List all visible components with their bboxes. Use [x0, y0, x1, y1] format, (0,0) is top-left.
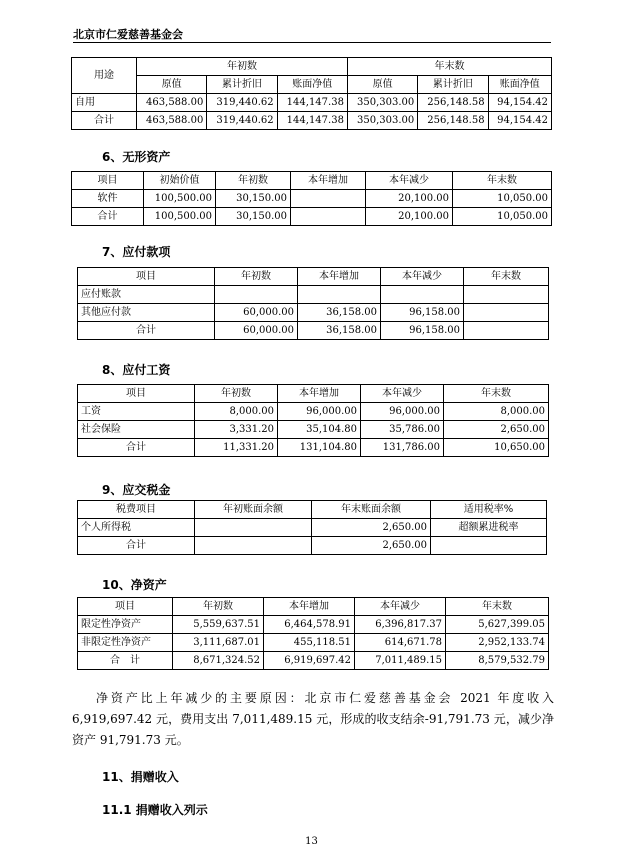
cell: 131,786.00 [361, 439, 444, 457]
cell: 256,148.58 [418, 94, 488, 112]
section-title-intangible: 6、无形资产 [102, 150, 171, 164]
payables-table [77, 267, 549, 340]
cell [464, 286, 549, 304]
cell: 96,000.00 [278, 403, 361, 421]
sub-header: 原值 [137, 76, 207, 94]
cell: 2,650.00 [312, 519, 431, 537]
cell [431, 537, 547, 555]
col-header: 本年增加 [298, 268, 381, 286]
row-label: 限定性净资产 [78, 616, 173, 634]
group-begin-header: 年初数 [137, 58, 348, 76]
cell: 20,100.00 [366, 208, 453, 226]
group-end-header: 年末数 [347, 58, 551, 76]
cell: 11,331.20 [195, 439, 278, 457]
cell: 10,650.00 [444, 439, 549, 457]
col-use-header: 用途 [72, 58, 137, 94]
table-row [72, 208, 552, 226]
sub-header: 累计折旧 [418, 76, 488, 94]
col-header: 适用税率% [431, 501, 547, 519]
cell: 60,000.00 [215, 322, 298, 340]
header-rule [73, 42, 551, 43]
cell: 7,011,489.15 [355, 652, 446, 670]
col-header: 税费项目 [78, 501, 195, 519]
table-row [72, 112, 552, 130]
row-label: 自用 [72, 94, 137, 112]
cell: 30,150.00 [216, 208, 291, 226]
net-assets-table [77, 597, 549, 670]
taxes-table [77, 500, 547, 555]
col-header: 年末账面余额 [312, 501, 431, 519]
table-row [72, 190, 552, 208]
cell: 256,148.58 [418, 112, 488, 130]
section-title-taxes: 9、应交税金 [102, 483, 171, 497]
cell: 96,158.00 [381, 304, 464, 322]
cell: 30,150.00 [216, 190, 291, 208]
row-label: 合计 [78, 322, 215, 340]
cell: 94,154.42 [488, 94, 551, 112]
col-header: 本年增加 [291, 172, 366, 190]
table-row [78, 537, 547, 555]
cell [215, 286, 298, 304]
row-label: 合计 [78, 439, 195, 457]
cell: 10,050.00 [453, 208, 552, 226]
row-label: 合计 [78, 537, 195, 555]
col-header: 本年减少 [355, 598, 446, 616]
col-header: 年末数 [464, 268, 549, 286]
cell [291, 208, 366, 226]
cell: 20,100.00 [366, 190, 453, 208]
cell: 35,786.00 [361, 421, 444, 439]
cell: 3,111,687.01 [173, 634, 264, 652]
cell: 455,118.51 [264, 634, 355, 652]
intangible-table [71, 171, 552, 226]
cell: 350,303.00 [347, 94, 417, 112]
row-label: 非限定性净资产 [78, 634, 173, 652]
cell: 8,671,324.52 [173, 652, 264, 670]
cell [464, 304, 549, 322]
cell: 94,154.42 [488, 112, 551, 130]
cell: 6,464,578.91 [264, 616, 355, 634]
cell: 463,588.00 [137, 94, 207, 112]
table-row [78, 304, 549, 322]
table-row [78, 322, 549, 340]
table-row [78, 403, 549, 421]
col-header: 项目 [78, 598, 173, 616]
cell: 36,158.00 [298, 304, 381, 322]
col-header: 年初数 [216, 172, 291, 190]
cell: 5,559,637.51 [173, 616, 264, 634]
col-header: 年初数 [215, 268, 298, 286]
row-label: 合 计 [78, 652, 173, 670]
cell [195, 537, 312, 555]
col-header: 本年减少 [381, 268, 464, 286]
sub-header: 累计折旧 [207, 76, 277, 94]
cell: 8,579,532.79 [446, 652, 549, 670]
section-title-donations: 11、捐赠收入 [102, 770, 179, 784]
table-row [78, 519, 547, 537]
row-label: 合计 [72, 208, 144, 226]
cell: 144,147.38 [277, 112, 347, 130]
cell: 96,000.00 [361, 403, 444, 421]
table-row [78, 616, 549, 634]
row-label: 个人所得税 [78, 519, 195, 537]
cell: 463,588.00 [137, 112, 207, 130]
table-row [78, 286, 549, 304]
row-label: 社会保险 [78, 421, 195, 439]
section-title-donations-list: 11.1 捐赠收入列示 [102, 803, 208, 817]
cell: 100,500.00 [144, 190, 216, 208]
table-row [78, 652, 549, 670]
cell: 36,158.00 [298, 322, 381, 340]
cell: 614,671.78 [355, 634, 446, 652]
row-label: 其他应付款 [78, 304, 215, 322]
col-header: 年初账面余额 [195, 501, 312, 519]
table-row [78, 421, 549, 439]
cell: 319,440.62 [207, 94, 277, 112]
row-label: 工资 [78, 403, 195, 421]
cell: 100,500.00 [144, 208, 216, 226]
cell [195, 519, 312, 537]
row-label: 合计 [72, 112, 137, 130]
row-label: 应付账款 [78, 286, 215, 304]
col-header: 项目 [78, 268, 215, 286]
col-header: 年末数 [444, 385, 549, 403]
cell: 2,952,133.74 [446, 634, 549, 652]
cell: 8,000.00 [195, 403, 278, 421]
cell: 超额累进税率 [431, 519, 547, 537]
cell [298, 286, 381, 304]
cell [381, 286, 464, 304]
col-header: 本年增加 [278, 385, 361, 403]
section-title-payables: 7、应付款项 [102, 245, 171, 259]
cell: 3,331.20 [195, 421, 278, 439]
table-row [78, 634, 549, 652]
col-header: 年末数 [453, 172, 552, 190]
cell: 35,104.80 [278, 421, 361, 439]
cell: 10,050.00 [453, 190, 552, 208]
row-label: 软件 [72, 190, 144, 208]
cell: 5,627,399.05 [446, 616, 549, 634]
cell: 6,919,697.42 [264, 652, 355, 670]
sub-header: 账面净值 [277, 76, 347, 94]
sub-header: 账面净值 [488, 76, 551, 94]
col-header: 年末数 [446, 598, 549, 616]
col-header: 项目 [78, 385, 195, 403]
cell: 60,000.00 [215, 304, 298, 322]
page-number: 13 [305, 836, 318, 847]
cell: 2,650.00 [312, 537, 431, 555]
cell: 144,147.38 [277, 94, 347, 112]
col-header: 初始价值 [144, 172, 216, 190]
sub-header: 原值 [347, 76, 417, 94]
cell [464, 322, 549, 340]
col-header: 年初数 [173, 598, 264, 616]
cell: 2,650.00 [444, 421, 549, 439]
document-header: 北京市仁爱慈善基金会 [73, 28, 183, 41]
net-assets-explanation: 净资产比上年减少的主要原因：北京市仁爱慈善基金会 2021 年度收入 6,919,697.42 元，费用支出 7,011,489.15 元，形成的收支结余-91,791.73 元，减少净资产 91,791.73 元。 [72, 691, 554, 747]
section-title-wages: 8、应付工资 [102, 363, 171, 377]
cell: 350,303.00 [347, 112, 417, 130]
col-header: 项目 [72, 172, 144, 190]
cell: 319,440.62 [207, 112, 277, 130]
cell: 96,158.00 [381, 322, 464, 340]
col-header: 本年减少 [366, 172, 453, 190]
col-header: 年初数 [195, 385, 278, 403]
section-title-net-assets: 10、净资产 [102, 578, 167, 592]
col-header: 本年减少 [361, 385, 444, 403]
cell: 131,104.80 [278, 439, 361, 457]
cell: 6,396,817.37 [355, 616, 446, 634]
cell: 8,000.00 [444, 403, 549, 421]
table-row [72, 94, 552, 112]
wages-table [77, 384, 549, 457]
col-header: 本年增加 [264, 598, 355, 616]
table-row [78, 439, 549, 457]
fixed-assets-table [71, 57, 552, 130]
cell [291, 190, 366, 208]
